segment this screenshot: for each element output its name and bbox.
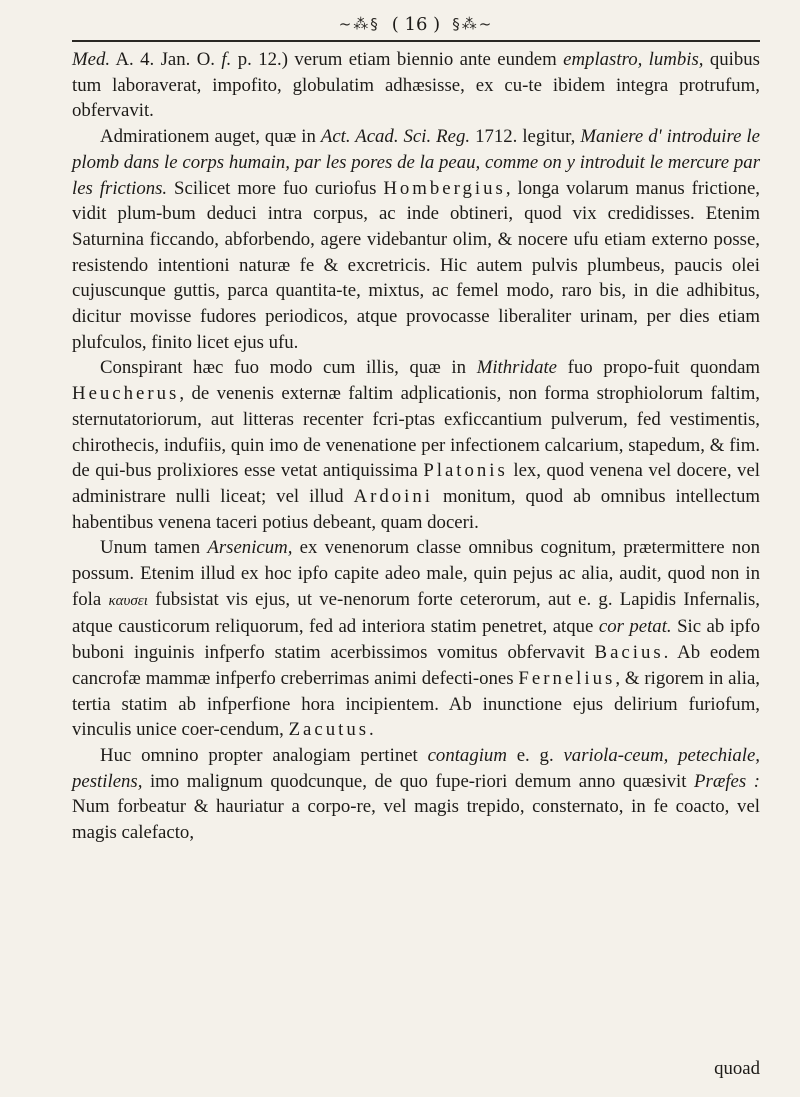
p1-a: Med. xyxy=(72,49,111,70)
p4-j: Fernelius xyxy=(518,667,616,689)
p2-c: 1712. legitur, xyxy=(470,126,581,148)
p3-h: Ardoini xyxy=(353,485,433,507)
p3-g: lex, quod venena vel docere, vel administrare nulli liceat; vel illud xyxy=(72,460,760,507)
p4-a: Unum tamen xyxy=(100,537,208,559)
page-header xyxy=(72,10,760,38)
p2-e: Scilicet more fuo curiofus xyxy=(167,177,384,199)
paragraph-3 xyxy=(72,355,760,535)
p5-b: contagium xyxy=(427,744,507,766)
p1-c: f. xyxy=(221,49,232,70)
header-rule xyxy=(72,40,760,42)
p3-f: Platonis xyxy=(423,460,508,482)
p4-k: , & rigorem in alia, tertia statim ab infperfione hora incipientem. Ab inunctione ejus delirium furiofum, vinculis unice coer-cendum, xyxy=(72,667,760,741)
p3-a: Conspirant hæc fuo modo cum illis, quæ in xyxy=(100,357,477,379)
p4-l: Zacutus xyxy=(288,719,370,741)
p2-a: Admirationem auget, quæ in xyxy=(100,126,321,148)
paragraph-4 xyxy=(72,535,760,743)
p4-m: . xyxy=(369,719,374,741)
p4-g: Sic ab ipfo buboni inguinis infperfo statim acerbissimos vomitus obfervavit xyxy=(72,616,760,664)
p3-e: , de venenis externæ faltim adplicationis, non forma strophiolorum faltim, sternutatoriorum, aut litteras recenter fcri-ptas exficcantium pulverum, fed vestimentis, chirothecis, indufiis, quin imo de venenatione per infectionem calcarium, stapedum, & fim. de qui-bus prolixiores esse vetat antiquissima xyxy=(72,383,760,482)
p5-d: variola-ceum, petechiale, pestilens, xyxy=(72,744,760,792)
page-number: ( 16 ) xyxy=(391,13,441,35)
paragraph-2 xyxy=(72,124,760,355)
p4-e: fubsistat vis ejus, ut ve-nenorum forte ceterorum, aut e. g. Lapidis Infernalis, atque causticorum reliquorum, fed ad interiora statim penetret, atque xyxy=(72,588,760,638)
p3-d: Heucherus xyxy=(72,383,180,405)
p4-f: cor petat. xyxy=(598,616,672,638)
p1-e: emplastro, lumbis, xyxy=(563,49,704,70)
p1-b: A. 4. Jan. O. xyxy=(110,49,222,70)
p5-a: Huc omnino propter analogiam pertinet xyxy=(100,744,428,766)
p4-d: καυσει xyxy=(108,592,148,609)
p5-c: e. g. xyxy=(506,744,564,766)
p4-h: Bacius xyxy=(594,642,664,664)
header-ornament-right: §⁂~ xyxy=(452,15,494,33)
p3-b: Mithridate xyxy=(476,357,558,379)
p2-g: , longa volarum manus frictione, vidit plum-bum deduci intra corpus, ac inde obtineri, quod vix credidisses. Etenim Saturnina ficcando, abforbendo, agere videbantur olim, & nocere ufu etiam externo posse, resistendo intentioni naturæ fe & excretricis. Hic autem pulvis plumbeus, paucis olei cujuscunque guttis, parca quantita-te, mixtus, ac femel modo, raro bis, in die adhibitus, dicitur movisse fudores periodicos, atque provocasse liberaliter urinam, per dies etiam plufculos, finito licet ejus ufu. xyxy=(72,177,760,353)
p3-c: fuo propo-fuit quondam xyxy=(557,357,761,379)
header-ornament-left: ~⁂§ xyxy=(338,15,380,33)
p5-f: Præfes : xyxy=(694,770,760,792)
p4-i: . Ab eodem cancrofæ mammæ infperfo creberrimas animi defecti-ones xyxy=(72,642,760,689)
p2-f: Hombergius xyxy=(383,177,506,199)
paragraph-5 xyxy=(72,743,760,846)
p1-d: p. 12.) verum etiam biennio ante eundem xyxy=(231,49,564,70)
paragraph-1 xyxy=(72,47,760,124)
p4-b: Arsenicum, xyxy=(207,537,293,559)
page-footer xyxy=(72,1058,760,1080)
p5-e: imo malignum quodcunque, de quo fupe-riori demum anno quæsivit xyxy=(142,770,695,792)
p4-c: ex venenorum classe omnibus cognitum, prætermittere non possum. Etenim illud ex hoc ipfo capite adeo male, quin pejus ac alia, audit, quod non in fola xyxy=(72,537,760,610)
catchword: quoad xyxy=(714,1058,760,1079)
p2-b: Act. Acad. Sci. Reg. xyxy=(320,126,471,148)
p1-f: quibus tum laboraverat, impofito, globulatim adhæsisse, ex cu-te ibidem integra protrufum, obfervavit. xyxy=(72,49,760,122)
p2-d: Maniere d' introduire le plomb dans le corps humain, par les pores de la peau, comme on y introduit le mercure par les frictions. xyxy=(72,126,760,199)
p5-g: Num forbeatur & hauriatur a corpo-re, vel magis trepido, consternato, in fe coacto, vel magis calefacto, xyxy=(72,796,760,844)
p3-i: monitum, quod ab omnibus intellectum habentibus venena taceri potius debeant, quam doceri. xyxy=(72,485,760,533)
body-text xyxy=(72,47,760,846)
